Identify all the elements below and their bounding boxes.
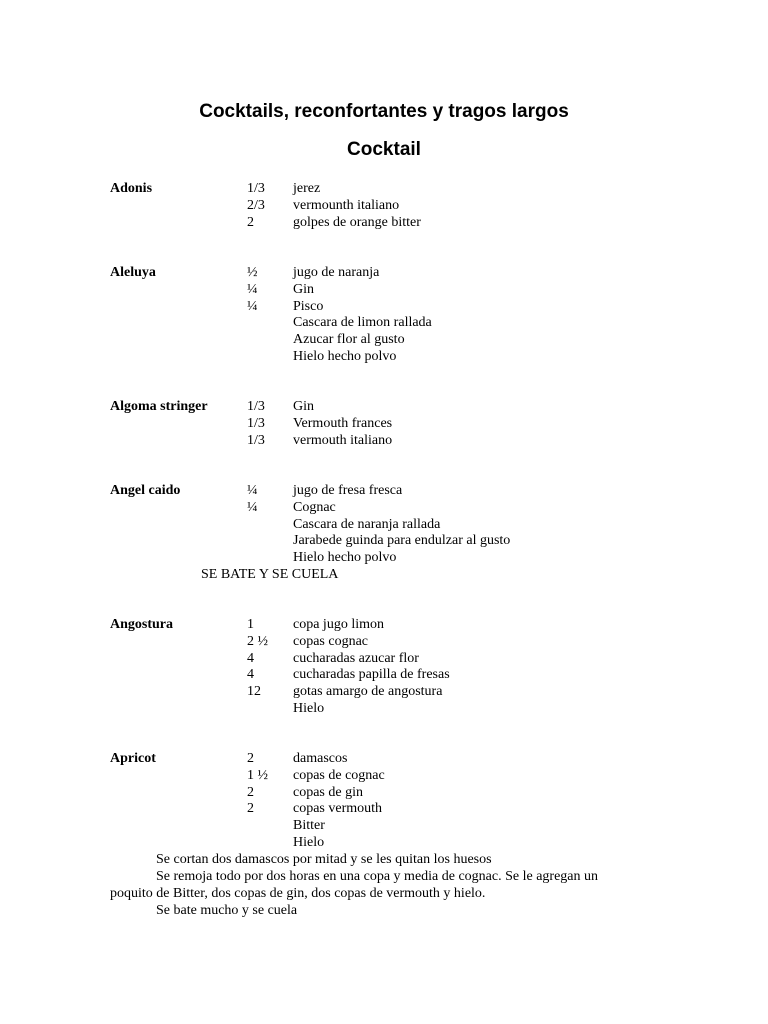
recipe-row [110,198,750,215]
ingredient: Pisco [293,298,324,314]
ingredient: jerez [293,181,321,196]
recipe-row [110,349,750,366]
quantity: 1 [247,617,254,632]
recipe-row [110,667,750,684]
ingredient: damascos [293,751,348,766]
ingredient: Gin [293,281,314,297]
quantity: ¼ [247,499,258,515]
recipe-block [110,265,750,366]
quantity: 12 [247,684,261,700]
instruction-line: poquito de Bitter, dos copas de gin, dos copas de vermouth y hielo. [110,886,486,901]
recipe-row [110,785,750,802]
recipe-row [110,433,750,450]
quantity: 2 [247,784,254,800]
quantity: 1/3 [247,432,265,448]
quantity: 2 ½ [247,633,268,649]
ingredient: copas cognac [293,633,369,649]
quantity: ¼ [247,298,258,314]
recipe-row [110,751,750,768]
ingredient: jugo de naranja [293,265,380,280]
recipe-row [110,299,750,316]
quantity: 1 ½ [247,767,268,783]
recipe-row [110,768,750,785]
recipe-row [110,533,750,550]
recipe-row [110,818,750,835]
recipe-row [110,181,750,198]
quantity: 2/3 [247,197,265,213]
recipe-row [110,315,750,332]
recipe-row [110,701,750,718]
recipe-name: Adonis [110,181,153,196]
ingredient: jugo de fresa fresca [293,483,403,498]
ingredient: copas de gin [293,784,363,800]
quantity: 2 [247,801,254,817]
ingredient: Hielo [293,834,325,850]
recipe-row [110,483,750,500]
recipe-block [110,483,750,567]
recipe-row [110,634,750,651]
ingredient: Gin [293,399,314,414]
quantity: 2 [247,214,254,230]
recipe-row [110,550,750,567]
recipe-name: Angostura [110,617,174,632]
recipe-row [110,332,750,349]
recipe-block [110,617,750,718]
quantity: 1/3 [247,181,265,196]
quantity: 4 [247,667,254,683]
ingredient: vermounth italiano [293,197,400,213]
ingredient: Bitter [293,818,325,834]
quantity: 4 [247,650,254,666]
quantity: ½ [247,265,258,280]
recipe-row [110,517,750,534]
recipe-row [110,835,750,852]
ingredient: copa jugo limon [293,617,384,632]
ingredient: gotas amargo de angostura [293,684,443,700]
recipe-row [110,399,750,416]
page-title: Cocktails, reconfortantes y tragos largos [199,101,569,122]
quantity: 2 [247,751,254,766]
ingredient: Hielo hecho polvo [293,348,397,364]
recipe-name: Aleluya [110,265,156,280]
instruction-line: Se remoja todo por dos horas en una copa y media de cognac. Se le agregan un [156,869,599,884]
ingredient: vermouth italiano [293,432,393,448]
ingredient: Jarabede guinda para endulzar al gusto [293,533,511,549]
recipe-row [110,684,750,701]
ingredient: Vermouth frances [293,415,393,431]
quantity: ¼ [247,483,258,498]
preparation-note: SE BATE Y SE CUELA [201,567,339,582]
instruction-line: Se cortan dos damascos por mitad y se les quitan los huesos [156,852,492,867]
recipe-row [110,801,750,818]
quantity: 1/3 [247,399,265,414]
ingredient: copas vermouth [293,801,383,817]
ingredient: Cognac [293,499,336,515]
recipe-row [110,500,750,517]
recipe-block [110,751,750,852]
recipe-row [110,282,750,299]
ingredient: cucharadas azucar flor [293,650,419,666]
ingredient: Hielo [293,700,325,716]
recipe-name: Apricot [110,751,156,766]
recipe-row [110,617,750,634]
ingredient: cucharadas papilla de fresas [293,667,450,683]
recipe-block [110,181,750,231]
recipe-row [110,651,750,668]
quantity: ¼ [247,281,258,297]
ingredient: Azucar flor al gusto [293,332,405,348]
recipe-name: Algoma stringer [110,399,208,414]
recipe-row [110,215,750,232]
ingredient: Hielo hecho polvo [293,550,397,566]
recipe-name: Angel caido [110,483,181,498]
ingredient: copas de cognac [293,767,385,783]
recipe-row [110,265,750,282]
quantity: 1/3 [247,415,265,431]
ingredient: Cascara de naranja rallada [293,516,441,532]
recipe-block [110,399,750,449]
recipe-row [110,416,750,433]
ingredient: golpes de orange bitter [293,214,421,230]
section-title: Cocktail [347,139,421,160]
ingredient: Cascara de limon rallada [293,315,432,331]
instruction-line: Se bate mucho y se cuela [156,903,298,918]
